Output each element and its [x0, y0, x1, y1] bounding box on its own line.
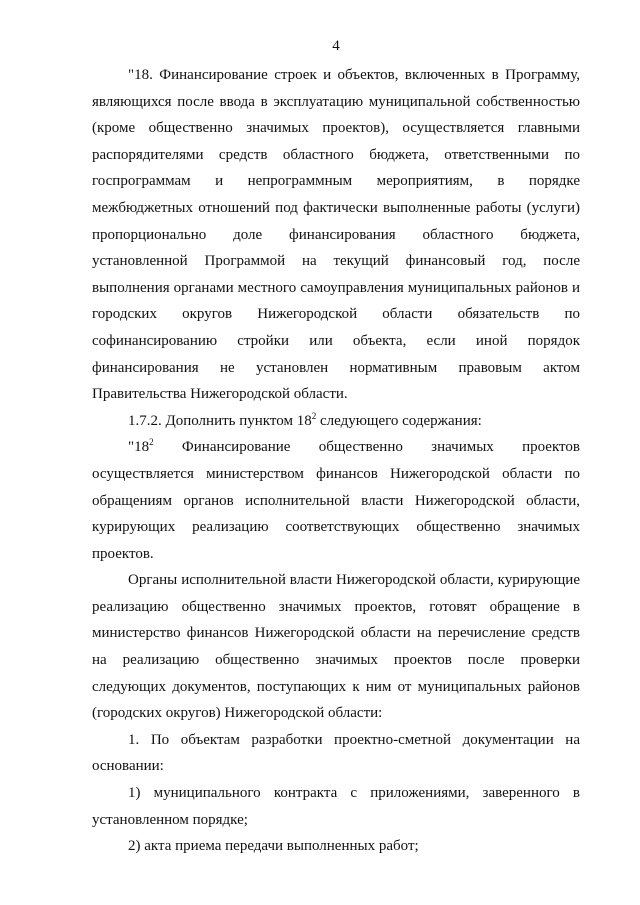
- paragraph-item-1: 1. По объектам разработки проектно-сметной документации на основании:: [92, 731, 580, 775]
- superscript-2: 2: [149, 437, 154, 448]
- paragraph-18-2: [92, 434, 580, 567]
- paragraph-18-2-text-start: "18: [128, 439, 150, 456]
- paragraph-item-1-2: 2) акта приема передачи выполненных работ;: [128, 838, 419, 855]
- paragraph-18-2-text-end: Финансирование общественно значимых проектов осуществляется министерством финансов Нижегородской области по обращениям органов исполнительной власти Нижегородской области, курирующих реализацию соответствующих общественно значимых проектов.: [92, 439, 580, 562]
- paragraph-1-7-2-text-end: следующего содержания:: [316, 412, 482, 429]
- superscript-2: 2: [311, 410, 317, 421]
- page-number: 4: [332, 38, 340, 54]
- paragraph-organs: Органы исполнительной власти Нижегородской области, курирующие реализацию общественно значимых проектов, готовят обращение в министерство финансов Нижегородской области на перечисление средств на реализацию общественно значимых проектов после проверки следующих документов, поступающих к ним от муниципальных районов (городских округов) Нижегородской области:: [92, 572, 580, 722]
- document-page: [92, 36, 580, 860]
- paragraph-18: "18. Финансирование строек и объектов, включенных в Программу, являющихся после ввода в эксплуатацию муниципальной собственностью (кроме общественно значимых проектов), осуществляется главными распорядителями средств областного бюджета, ответственными по госпрограммам и непрограммным мероприятиям, в порядке межбюджетных отношений под фактически выполненные работы (услуги) пропорционально доле финансирования областного бюджета, установленной Программой на текущий финансовый год, после выполнения органами местного самоуправления муниципальных районов и городских округов Нижегородской области обязательств по софинансированию стройки или объекта, если иной порядок финансирования не установлен нормативным правовым актом Правительства Нижегородской области.: [92, 67, 580, 403]
- paragraph-1-7-2: [92, 408, 580, 435]
- paragraph-1-7-2-text-start: 1.7.2. Дополнить пунктом 18: [128, 412, 312, 429]
- paragraph-item-1-1: 1) муниципального контракта с приложениями, заверенного в установленном порядке;: [92, 785, 580, 828]
